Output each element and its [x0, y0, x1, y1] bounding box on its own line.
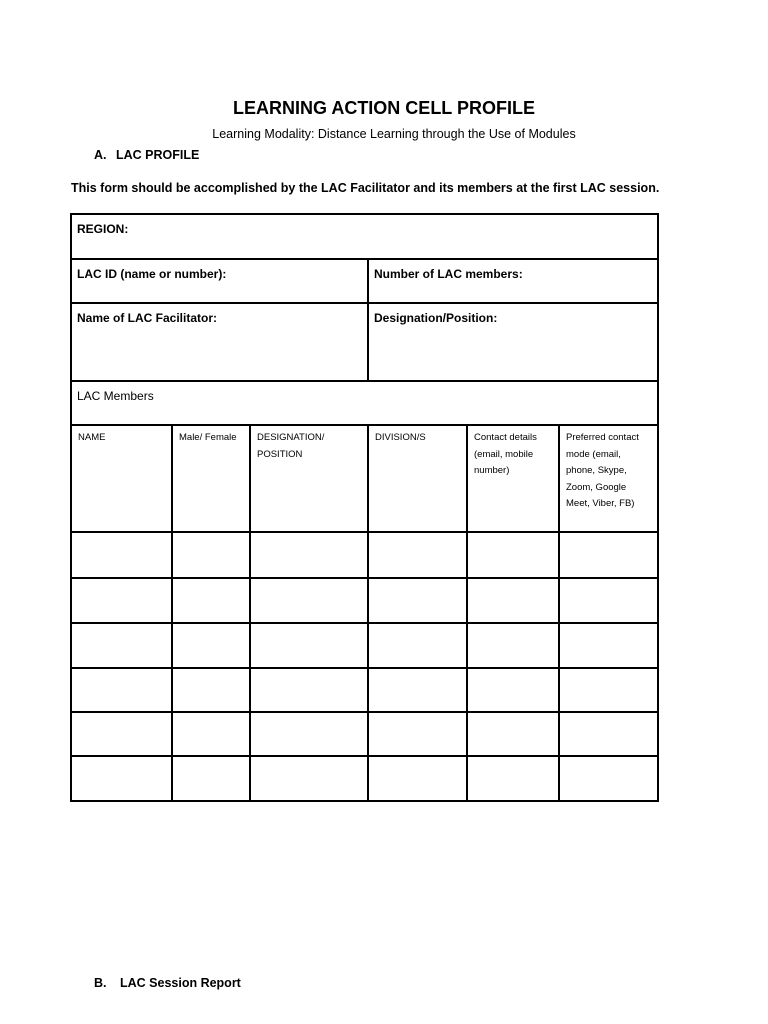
section-a-heading	[94, 148, 199, 162]
region-label: REGION:	[77, 222, 129, 236]
member-row[interactable]	[72, 757, 657, 800]
designation-field[interactable]	[367, 302, 659, 380]
section-b-heading	[94, 976, 241, 990]
member-row[interactable]	[72, 579, 657, 622]
column-header-name: NAME	[78, 432, 106, 443]
member-row[interactable]	[72, 713, 657, 755]
members-label: LAC Members	[77, 389, 154, 403]
column-header-preferred-mode: Preferred contact mode (email, phone, Skype, Zoom, Google Meet, Viber, FB)	[566, 432, 639, 509]
section-b-number: B.	[94, 976, 107, 990]
members-section	[70, 380, 659, 424]
section-a-number: A.	[94, 148, 107, 162]
table-border-bottom	[70, 800, 659, 802]
member-row[interactable]	[72, 533, 657, 577]
lac-id-label: LAC ID (name or number):	[77, 267, 227, 281]
column-header-division: DIVISION/S	[375, 432, 426, 443]
table-divider	[70, 424, 659, 426]
document-subtitle: Learning Modality: Distance Learning through the Use of Modules	[212, 127, 576, 141]
facilitator-label: Name of LAC Facilitator:	[77, 311, 218, 325]
section-b-label: LAC Session Report	[120, 976, 241, 990]
region-field[interactable]	[70, 213, 659, 258]
facilitator-field[interactable]	[70, 302, 367, 380]
lac-profile-table	[70, 213, 659, 802]
member-row[interactable]	[72, 624, 657, 667]
document-title: LEARNING ACTION CELL PROFILE	[232, 98, 535, 118]
num-members-field[interactable]	[367, 258, 659, 302]
column-header-designation: DESIGNATION/ POSITION	[257, 432, 325, 460]
designation-label: Designation/Position:	[374, 311, 498, 325]
section-a-label: LAC PROFILE	[116, 148, 200, 162]
column-header-sex: Male/ Female	[179, 432, 237, 443]
column-header-contact: Contact details (email, mobile number)	[474, 432, 537, 476]
num-members-label: Number of LAC members:	[374, 267, 523, 281]
lac-id-field[interactable]	[70, 258, 367, 302]
intro-text: This form should be accomplished by the LAC Facilitator and its members at the first LAC session.	[71, 181, 660, 195]
member-row[interactable]	[72, 669, 657, 711]
